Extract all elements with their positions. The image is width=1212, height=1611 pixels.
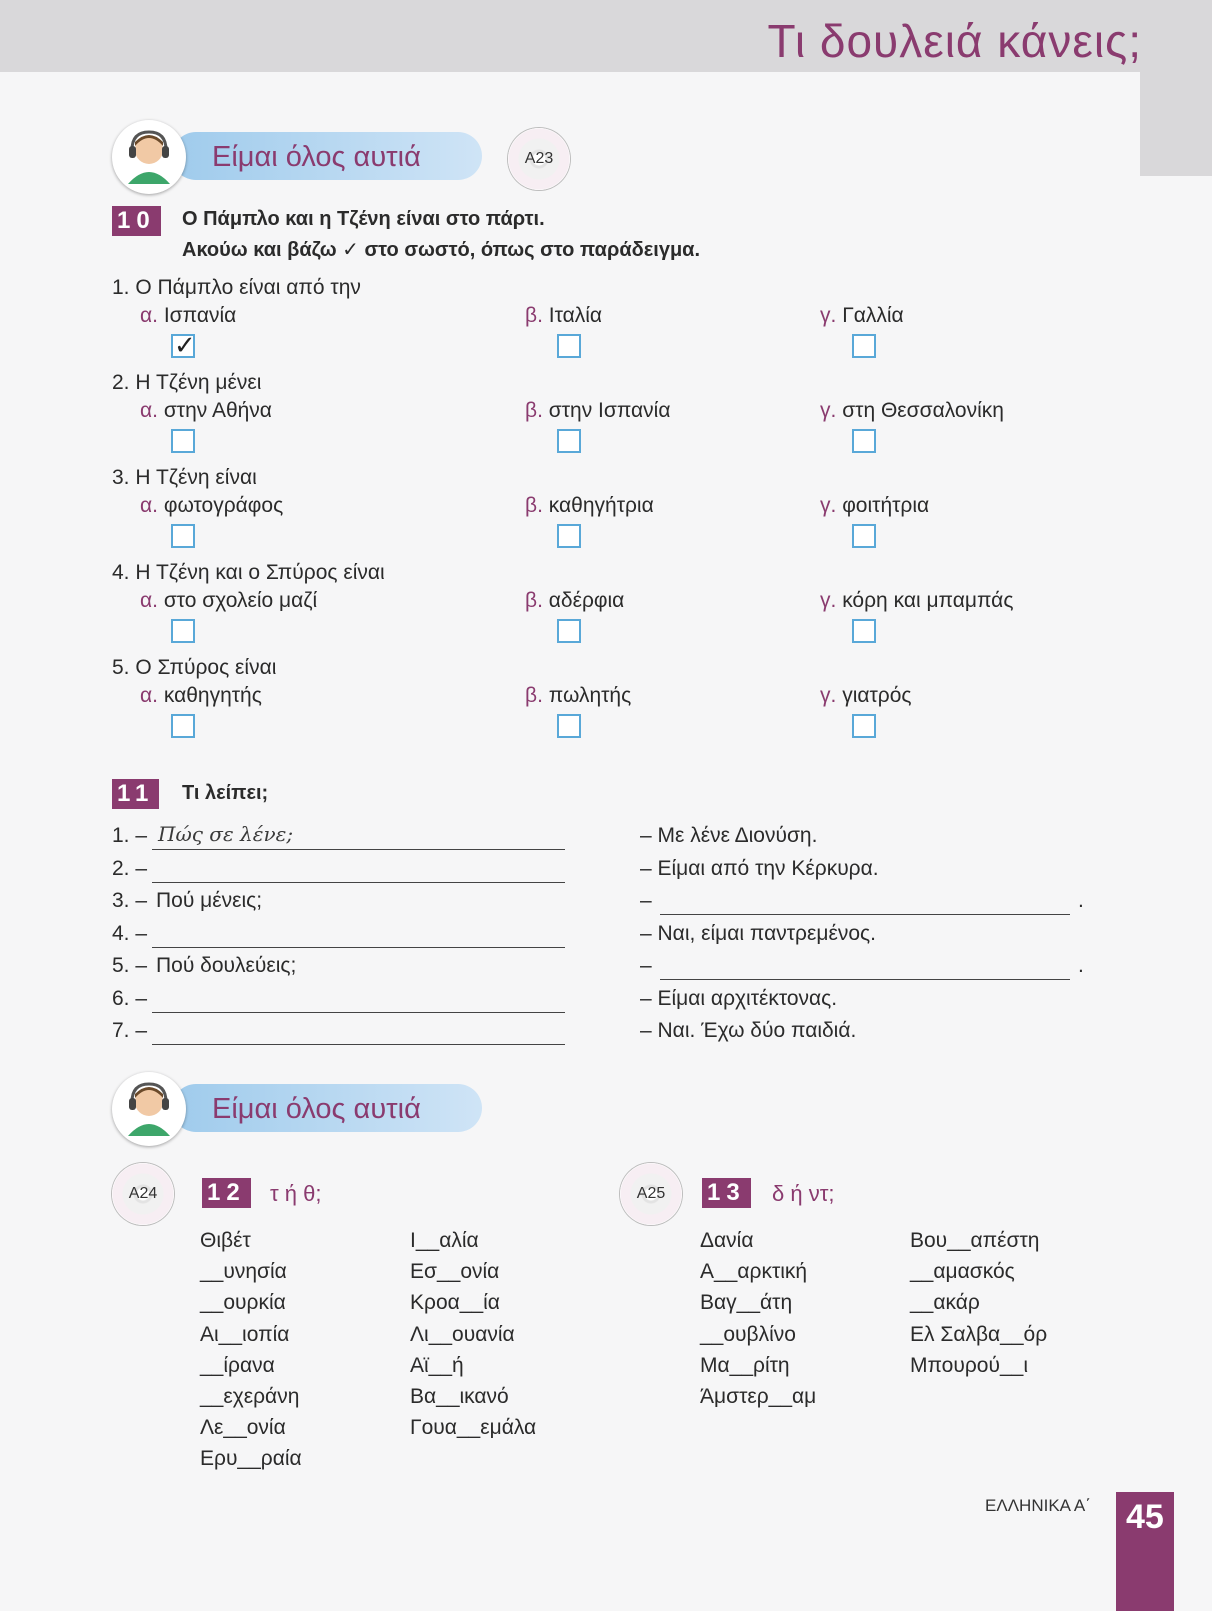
- option-letter: α.: [140, 399, 158, 422]
- option-text: φωτογράφος: [163, 494, 284, 517]
- exercise-number: 10: [112, 206, 161, 236]
- fill-in-word[interactable]: __εχεράνη: [200, 1385, 300, 1408]
- section-banner-title: Είμαι όλος αυτιά: [212, 1093, 421, 1125]
- line-end-dot: .: [1078, 954, 1084, 977]
- fill-in-word[interactable]: Αϊ__ή: [410, 1353, 464, 1377]
- option-text: Γαλλία: [842, 304, 904, 327]
- exercise-instruction: Ο Πάμπλο και η Τζένη είναι στο πάρτι.: [182, 208, 545, 230]
- dialogue-reply: – Με λένε Διονύση.: [640, 824, 818, 847]
- section-banner-listening: [112, 120, 482, 184]
- headphones-avatar-icon: [112, 1072, 186, 1146]
- option-b: [525, 589, 624, 613]
- option-letter: β.: [525, 494, 543, 517]
- answer-checkbox[interactable]: [557, 714, 581, 738]
- answer-checkbox[interactable]: [852, 524, 876, 548]
- fill-in-word[interactable]: Βα__ικανό: [410, 1385, 509, 1408]
- option-letter: γ.: [820, 494, 837, 517]
- option-text: αδέρφια: [548, 589, 625, 612]
- option-b: [525, 684, 631, 708]
- option-letter: γ.: [820, 304, 837, 327]
- option-text: στη Θεσσαλονίκη: [842, 399, 1004, 422]
- section-banner-pill: [172, 1084, 482, 1132]
- answer-line[interactable]: [660, 979, 1070, 980]
- option-text: γιατρός: [842, 684, 912, 707]
- fill-in-word[interactable]: __ουρκία: [200, 1291, 286, 1315]
- dialogue-number: 2. –: [112, 856, 148, 880]
- fill-in-word[interactable]: Λε__ονία: [200, 1416, 286, 1440]
- option-c: [820, 589, 1013, 613]
- option-b: [525, 399, 670, 423]
- fill-in-word[interactable]: Ι__αλία: [410, 1229, 479, 1252]
- page-title: Τι δουλειά κάνεις;: [767, 15, 1142, 67]
- answer-checkbox[interactable]: [171, 524, 195, 548]
- option-text: πωλητής: [548, 684, 632, 707]
- line-end-dot: .: [1078, 889, 1084, 912]
- option-letter: β.: [525, 304, 543, 327]
- answer-checkbox[interactable]: [557, 334, 581, 358]
- fill-in-word[interactable]: Ερυ__ραία: [200, 1447, 302, 1471]
- option-text: καθηγητής: [163, 684, 262, 707]
- dialogue-question: Πού δουλεύεις;: [156, 954, 297, 977]
- section-banner-title: Είμαι όλος αυτιά: [212, 141, 421, 173]
- option-text: κόρη και μπαμπάς: [842, 589, 1014, 612]
- answer-line[interactable]: [660, 914, 1070, 915]
- exercise-number: 11: [112, 779, 159, 809]
- fill-in-word[interactable]: __ουβλίνο: [700, 1322, 796, 1346]
- option-b: [525, 494, 654, 518]
- answer-line[interactable]: [152, 1012, 565, 1013]
- fill-in-word[interactable]: Εσ__ονία: [410, 1260, 500, 1284]
- fill-in-word[interactable]: Λι__ουανία: [410, 1322, 515, 1346]
- dialogue-reply: –: [640, 954, 652, 977]
- answer-checkbox[interactable]: [171, 714, 195, 738]
- option-letter: α.: [140, 684, 158, 707]
- option-letter: α.: [140, 494, 158, 517]
- option-text: Ισπανία: [163, 304, 237, 327]
- dialogue-reply: – Είμαι από την Κέρκυρα.: [640, 856, 879, 880]
- option-letter: β.: [525, 589, 543, 612]
- answer-checkbox[interactable]: [852, 714, 876, 738]
- option-text: καθηγήτρια: [548, 494, 654, 517]
- fill-in-word[interactable]: Κροα__ία: [410, 1291, 500, 1315]
- fill-in-word[interactable]: Βου__απέστη: [910, 1229, 1040, 1252]
- fill-in-word[interactable]: Βαγ__άτη: [700, 1291, 793, 1315]
- option-c: [820, 684, 912, 708]
- dialogue-reply: – Ναι. Έχω δύο παιδιά.: [640, 1019, 857, 1042]
- option-text: στο σχολείο μαζί: [163, 589, 318, 612]
- fill-in-word[interactable]: Άμστερ__αμ: [700, 1385, 817, 1408]
- answer-checkbox[interactable]: [852, 619, 876, 643]
- fill-in-word[interactable]: __αμασκός: [910, 1260, 1015, 1284]
- fill-in-word[interactable]: __ίρανα: [200, 1353, 275, 1377]
- option-letter: α.: [140, 589, 158, 612]
- exercise-title: τ ή θ;: [270, 1181, 322, 1206]
- book-label: ΕΛΛΗΝΙΚΑ Α΄: [985, 1496, 1091, 1515]
- option-a: [140, 684, 262, 708]
- option-c: [820, 494, 929, 518]
- dialogue-question: Πού μένεις;: [156, 889, 263, 912]
- dialogue-reply: –: [640, 889, 652, 912]
- exercise-title: Τι λείπει;: [182, 782, 269, 804]
- question-text: 5. Ο Σπύρος είναι: [112, 656, 277, 679]
- option-text: στην Ισπανία: [548, 399, 671, 422]
- option-letter: γ.: [820, 399, 837, 422]
- fill-in-word[interactable]: __ακάρ: [910, 1291, 980, 1315]
- answer-checkbox[interactable]: [171, 429, 195, 453]
- dialogue-number: 7. –: [112, 1019, 148, 1042]
- answer-checkbox[interactable]: [557, 619, 581, 643]
- question-text: 4. Η Τζένη και ο Σπύρος είναι: [112, 561, 385, 584]
- fill-in-word[interactable]: __υνησία: [200, 1260, 287, 1284]
- option-a: [140, 304, 236, 328]
- answer-checkbox[interactable]: [171, 619, 195, 643]
- answer-checkbox[interactable]: [171, 330, 196, 360]
- headphones-avatar-icon: [112, 120, 186, 194]
- option-text: Ιταλία: [548, 304, 603, 327]
- page-number: 45: [1126, 1498, 1164, 1536]
- option-letter: β.: [525, 684, 543, 707]
- section-banner-pill: [172, 132, 482, 180]
- check-icon: ✓: [174, 330, 196, 360]
- option-letter: γ.: [820, 684, 837, 707]
- dialogue-number: 4. –: [112, 921, 148, 945]
- exercise-title: δ ή ντ;: [772, 1181, 835, 1206]
- fill-in-word[interactable]: Μπουρού__ι: [910, 1353, 1028, 1377]
- answer-line[interactable]: [152, 1044, 565, 1045]
- fill-in-word[interactable]: Δανία: [700, 1229, 754, 1252]
- dialogue-number: 1. –: [112, 824, 148, 847]
- question-text: 3. Η Τζένη είναι: [112, 466, 257, 489]
- option-a: [140, 494, 283, 518]
- exercise-number: 13: [702, 1178, 751, 1208]
- option-a: [140, 589, 317, 613]
- fill-in-word[interactable]: Μα__ρίτη: [700, 1353, 790, 1377]
- option-letter: β.: [525, 399, 543, 422]
- audio-cd-icon[interactable]: A24: [112, 1163, 174, 1225]
- dialogue-number: 5. –: [112, 954, 148, 977]
- dialogue-reply: – Ναι, είμαι παντρεμένος.: [640, 921, 876, 945]
- answer-line[interactable]: [152, 882, 565, 883]
- dialogue-number: 3. –: [112, 889, 148, 912]
- handwritten-answer: Πώς σε λένε;: [158, 822, 294, 846]
- question-text: 1. Ο Πάμπλο είναι από την: [112, 276, 361, 299]
- option-letter: γ.: [820, 589, 837, 612]
- section-banner-listening: [112, 1072, 482, 1136]
- option-c: [820, 304, 904, 328]
- fill-in-word[interactable]: Ελ Σαλβα__όρ: [910, 1322, 1048, 1346]
- option-letter: α.: [140, 304, 158, 327]
- exercise-instruction: Ακούω και βάζω ✓ στο σωστό, όπως στο παράδειγμα.: [182, 239, 701, 261]
- answer-line[interactable]: [152, 947, 565, 948]
- exercise-number: 12: [202, 1178, 251, 1208]
- fill-in-word[interactable]: Αι__ιοπία: [200, 1322, 290, 1346]
- answer-checkbox[interactable]: [557, 429, 581, 453]
- option-a: [140, 399, 272, 423]
- fill-in-word[interactable]: Γουα__εμάλα: [410, 1416, 537, 1440]
- option-c: [820, 399, 1004, 423]
- option-b: [525, 304, 602, 328]
- answer-checkbox[interactable]: [557, 524, 581, 548]
- question-text: 2. Η Τζένη μένει: [112, 371, 262, 394]
- header-corner-tab: [1140, 72, 1212, 176]
- answer-line[interactable]: [152, 849, 565, 850]
- fill-in-word[interactable]: Α__αρκτική: [700, 1260, 808, 1284]
- audio-cd-icon[interactable]: A25: [620, 1163, 682, 1225]
- answer-checkbox[interactable]: [852, 334, 876, 358]
- audio-cd-icon[interactable]: A23: [508, 128, 570, 190]
- dialogue-number: 6. –: [112, 986, 148, 1010]
- option-text: στην Αθήνα: [163, 399, 272, 422]
- dialogue-reply: – Είμαι αρχιτέκτονας.: [640, 986, 838, 1010]
- fill-in-word[interactable]: Θιβέτ: [200, 1229, 251, 1252]
- answer-checkbox[interactable]: [852, 429, 876, 453]
- option-text: φοιτήτρια: [842, 494, 930, 517]
